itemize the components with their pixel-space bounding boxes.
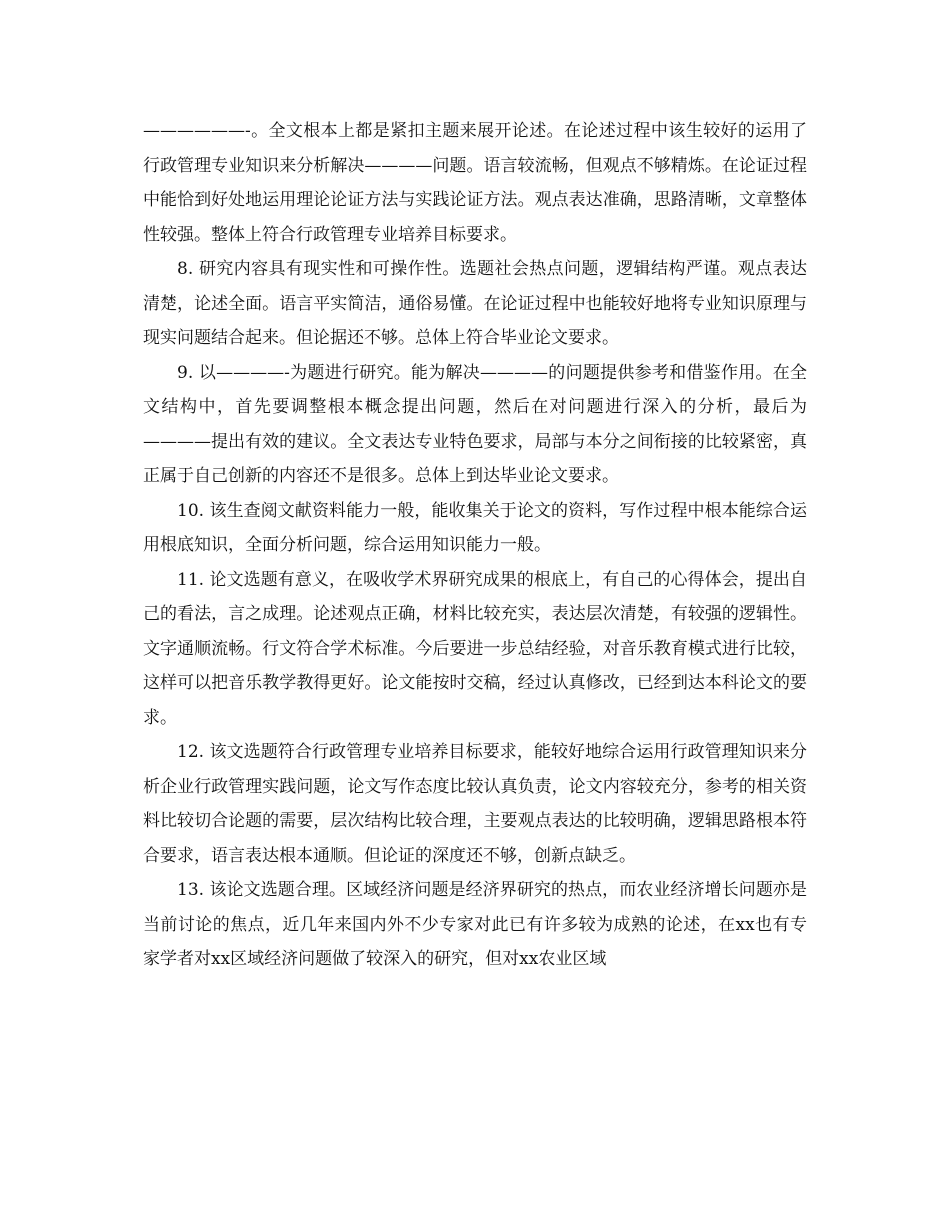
document-body <box>143 114 807 977</box>
paragraph-item-13: 13. 该论文选题合理。区域经济问题是经济界研究的热点，而农业经济增长问题亦是当前讨论的焦点，近几年来国内外不少专家对此已有许多较为成熟的论述，在xx也有专家学者对xx区域经济问题做了较深入的研究，但对xx农业区域 <box>143 880 807 969</box>
paragraph-item-12: 12. 该文选题符合行政管理专业培养目标要求，能较好地综合运用行政管理知识来分析企业行政管理实践问题，论文写作态度比较认真负责，论文内容较充分，参考的相关资料比较切合论题的需要，层次结构比较合理，主要观点表达的比较明确，逻辑思路根本符合要求，语言表达根本通顺。但论证的深度还不够，创新点缺乏。 <box>143 742 807 866</box>
paragraph-item-9: 9. 以————-为题进行研究。能为解决————的问题提供参考和借鉴作用。在全文结构中，首先要调整根本概念提出问题，然后在对问题进行深入的分析，最后为————提出有效的建议。全文表达专业特色要求，局部与本分之间衔接的比较紧密，真正属于自己创新的内容还不是很多。总体上到达毕业论文要求。 <box>143 362 807 486</box>
paragraph-continued: ——————-。全文根本上都是紧扣主题来展开论述。在论述过程中该生较好的运用了行政管理专业知识来分析解决————问题。语言较流畅，但观点不够精炼。在论证过程中能恰到好处地运用理论论证方法与实践论证方法。观点表达准确，思路清晰，文章整体性较强。整体上符合行政管理专业培养目标要求。 <box>143 121 807 245</box>
paragraph-item-11: 11. 论文选题有意义，在吸收学术界研究成果的根底上，有自己的心得体会，提出自己的看法，言之成理。论述观点正确，材料比较充实，表达层次清楚，有较强的逻辑性。文字通顺流畅。行文符合学术标准。今后要进一步总结经验，对音乐教育模式进行比较，这样可以把音乐教学教得更好。论文能按时交稿，经过认真修改，已经到达本科论文的要求。 <box>143 569 807 728</box>
paragraph-item-10: 10. 该生查阅文献资料能力一般，能收集关于论文的资料，写作过程中根本能综合运用根底知识，全面分析问题，综合运用知识能力一般。 <box>143 500 807 555</box>
paragraph-item-8: 8. 研究内容具有现实性和可操作性。选题社会热点问题，逻辑结构严谨。观点表达清楚，论述全面。语言平实简洁，通俗易懂。在论证过程中也能较好地将专业知识原理与现实问题结合起来。但论据还不够。总体上符合毕业论文要求。 <box>143 259 807 348</box>
